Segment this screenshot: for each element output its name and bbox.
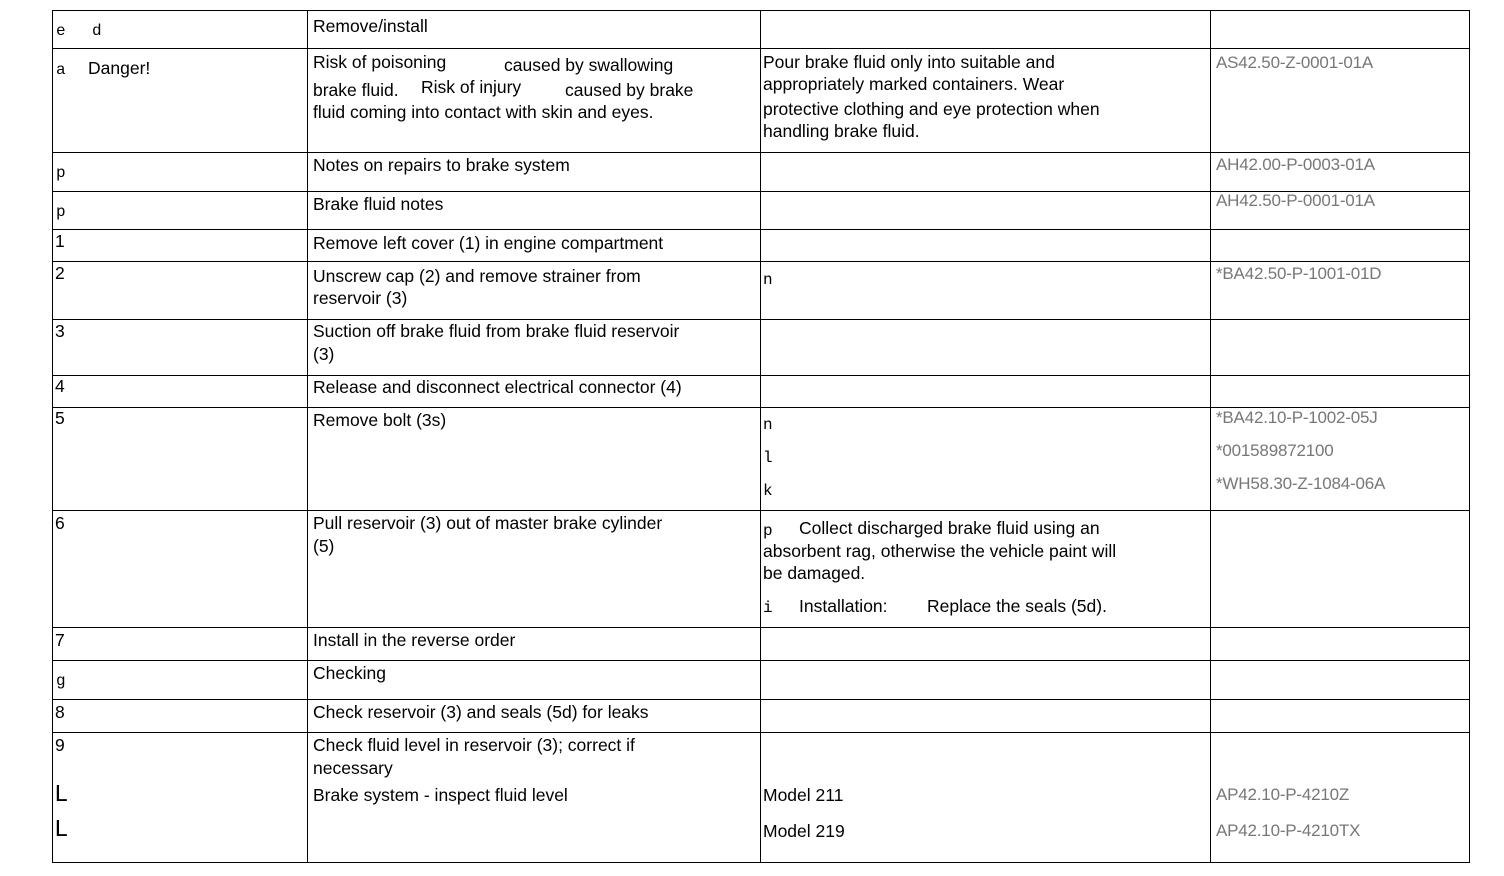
column-divider [52, 10, 53, 863]
document-reference[interactable]: AP42.10-P-4210Z [1216, 785, 1350, 804]
document-reference[interactable]: *BA42.50-P-1001-01D [1216, 264, 1382, 283]
danger-label: Danger! [88, 58, 151, 78]
row-divider [52, 732, 1470, 733]
column-divider [1469, 10, 1470, 863]
step-number: 6 [55, 513, 65, 533]
step-number: 3 [55, 321, 65, 341]
installation-text: Replace the seals (5d). [927, 596, 1107, 616]
step-text: Check reservoir (3) and seals (5d) for leaks [313, 702, 649, 722]
step-text: Suction off brake fluid from brake fluid reservoir [313, 321, 680, 341]
row-divider [52, 375, 1470, 376]
material-symbol: k [763, 482, 773, 500]
step-number: 4 [55, 376, 65, 396]
step-text: Release and disconnect electrical connector (4) [313, 377, 682, 397]
hazard-text: caused by swallowing [504, 55, 674, 75]
remedy-text: appropriately marked containers. Wear [763, 74, 1065, 94]
row-divider [52, 261, 1470, 262]
tightening-symbol: n [763, 271, 773, 289]
procedure-table [52, 10, 1470, 863]
row-divider [52, 660, 1470, 661]
row-divider [52, 627, 1470, 628]
hazard-text: caused by brake [565, 80, 694, 100]
row-divider [52, 862, 1470, 863]
danger-symbol: a [56, 61, 66, 79]
note-symbol: p [56, 203, 66, 221]
row-divider [52, 510, 1470, 511]
document-reference[interactable]: AP42.10-P-4210TX [1216, 821, 1361, 840]
row-divider [52, 10, 1470, 11]
document-reference[interactable]: AH42.50-P-0001-01A [1216, 191, 1375, 210]
step-text: Remove bolt (3s) [313, 410, 447, 430]
row-divider [52, 152, 1470, 153]
row-divider [52, 319, 1470, 320]
step-number: 5 [55, 408, 65, 428]
tool-symbol: l [763, 449, 773, 467]
step-text: Install in the reverse order [313, 630, 516, 650]
check-symbol: g [56, 672, 66, 690]
edit-symbol: e [56, 22, 66, 40]
document-reference[interactable]: *001589872100 [1216, 441, 1334, 460]
step-number: 9 [55, 735, 65, 755]
step-text: Unscrew cap (2) and remove strainer from [313, 266, 641, 286]
step-text: reservoir (3) [313, 288, 408, 308]
note-text: Collect discharged brake fluid using an [799, 518, 1100, 538]
info-symbol: i [763, 599, 773, 617]
step-text: (3) [313, 344, 335, 364]
document-reference[interactable]: AS42.50-Z-0001-01A [1216, 53, 1374, 72]
row-divider [52, 229, 1470, 230]
row-divider [52, 699, 1470, 700]
document-reference[interactable]: AH42.00-P-0003-01A [1216, 155, 1375, 174]
step-text: Check fluid level in reservoir (3); correct if [313, 735, 635, 755]
model-label: Model 219 [763, 821, 845, 841]
remedy-text: Pour brake fluid only into suitable and [763, 52, 1055, 72]
step-text: (5) [313, 536, 335, 556]
document-reference[interactable]: *WH58.30-Z-1084-06A [1216, 474, 1386, 493]
note-symbol: p [56, 164, 66, 182]
step-number: 8 [55, 702, 65, 722]
step-number: 2 [55, 263, 65, 283]
section-title: Remove/install [313, 16, 428, 36]
step-text: Notes on repairs to brake system [313, 155, 570, 175]
note-text: be damaged. [763, 563, 866, 583]
hazard-text: Risk of injury [421, 77, 522, 97]
step-text: Brake fluid notes [313, 194, 444, 214]
note-symbol: p [763, 522, 773, 540]
step-text: necessary [313, 758, 393, 778]
step-number: 7 [55, 630, 65, 650]
step-text: Checking [313, 663, 386, 683]
note-text: absorbent rag, otherwise the vehicle paint will [763, 541, 1117, 561]
column-divider [760, 10, 761, 863]
step-text: Remove left cover (1) in engine compartment [313, 233, 664, 253]
remedy-text: protective clothing and eye protection when [763, 99, 1100, 119]
tightening-symbol: n [763, 416, 773, 434]
step-text: Brake system - inspect fluid level [313, 785, 568, 805]
column-divider [1210, 10, 1211, 863]
hazard-text: Risk of poisoning [313, 52, 447, 72]
remedy-text: handling brake fluid. [763, 121, 920, 141]
link-symbol: L [54, 817, 69, 844]
link-symbol: L [54, 782, 69, 809]
document-reference[interactable]: *BA42.10-P-1002-05J [1216, 408, 1378, 427]
model-label: Model 211 [763, 785, 844, 805]
row-divider [52, 48, 1470, 49]
delete-symbol: d [92, 22, 102, 40]
step-number: 1 [55, 231, 65, 251]
installation-label: Installation: [799, 596, 888, 616]
step-text: Pull reservoir (3) out of master brake cylinder [313, 513, 663, 533]
hazard-text: fluid coming into contact with skin and eyes. [313, 102, 654, 122]
column-divider [307, 10, 308, 863]
hazard-text: brake fluid. [313, 80, 399, 100]
